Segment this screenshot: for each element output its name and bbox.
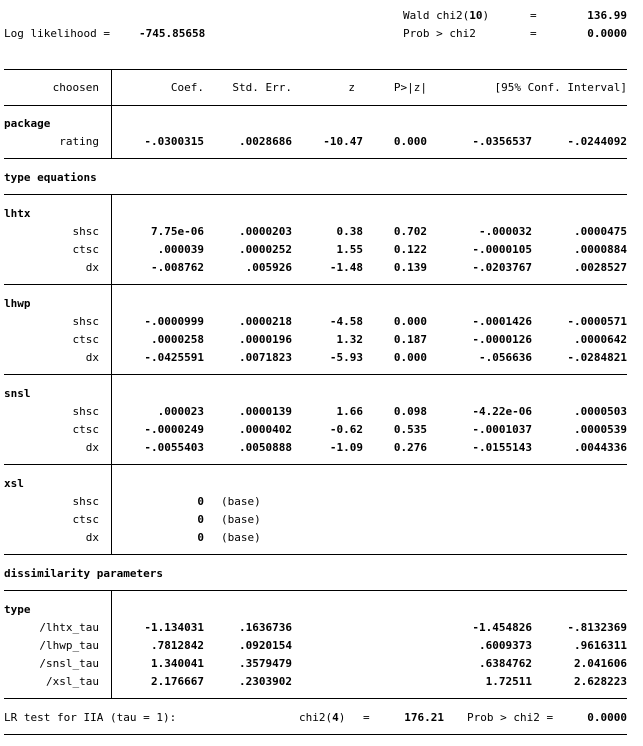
rule-header bbox=[4, 105, 627, 106]
section-type-equations: type equations bbox=[4, 171, 97, 184]
prob-eq: = bbox=[530, 27, 537, 40]
col-ci: [95% Conf. Interval] bbox=[494, 81, 627, 94]
lr-chi-label: chi2(4) bbox=[299, 711, 346, 724]
rule bbox=[4, 158, 627, 159]
wald-value: 136.99 bbox=[587, 9, 627, 22]
column-divider bbox=[111, 69, 112, 158]
section-lhwp: lhwp bbox=[4, 297, 31, 310]
section-snsl: snsl bbox=[4, 387, 31, 400]
section-xsl: xsl bbox=[4, 477, 24, 490]
rule-top bbox=[4, 69, 627, 70]
rule bbox=[4, 464, 627, 465]
column-divider bbox=[111, 194, 112, 554]
lr-prob-label: Prob > chi2 = bbox=[467, 711, 554, 724]
col-se: Std. Err. bbox=[232, 81, 292, 94]
rule bbox=[4, 590, 627, 591]
col-depvar: choosen bbox=[52, 81, 99, 94]
rule bbox=[4, 374, 627, 375]
loglik-value: -745.85658 bbox=[139, 27, 206, 40]
section-type: type bbox=[4, 603, 31, 616]
prob-label: Prob > chi2 bbox=[403, 27, 476, 40]
section-dissimilarity: dissimilarity parameters bbox=[4, 567, 163, 580]
rule bbox=[4, 554, 627, 555]
lr-eq: = bbox=[363, 711, 370, 724]
lr-test-label: LR test for IIA (tau = 1): bbox=[4, 711, 177, 724]
rule bbox=[4, 284, 627, 285]
rule-bottom bbox=[4, 698, 627, 699]
wald-eq: = bbox=[530, 9, 537, 22]
lr-chi-value: 176.21 bbox=[404, 711, 444, 724]
col-z: z bbox=[348, 81, 355, 94]
section-package: package bbox=[4, 117, 51, 130]
section-lhtx: lhtx bbox=[4, 207, 31, 220]
loglik-label: Log likelihood = bbox=[4, 27, 110, 40]
rule-footer bbox=[4, 734, 627, 735]
col-coef: Coef. bbox=[170, 81, 204, 94]
rule bbox=[4, 194, 627, 195]
col-p: P>|z| bbox=[393, 81, 427, 94]
column-divider bbox=[111, 590, 112, 698]
wald-label: Wald chi2(10) bbox=[403, 9, 490, 22]
prob-value: 0.0000 bbox=[587, 27, 627, 40]
lr-prob-value: 0.0000 bbox=[587, 711, 627, 724]
